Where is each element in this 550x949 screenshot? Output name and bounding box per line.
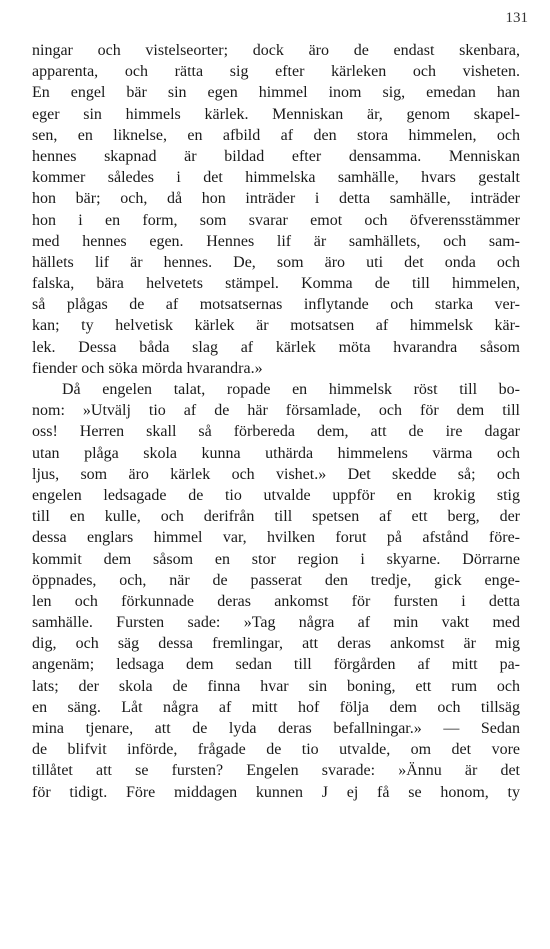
text-line: len och förkunnade deras ankomst för fursten i detta	[32, 592, 520, 610]
text-line: mina tjenare, att de lyda deras befallningar.» — Sedan	[32, 720, 520, 737]
text-line: kan; ty helvetisk kärlek är motsatsen af himmelsk kär-	[32, 317, 520, 335]
text-line: hon i en form, som svarar emot och öfverensstämmer	[32, 211, 520, 229]
text-line: de blifvit införde, frågade de tio utvalde, om det vore	[32, 741, 520, 759]
page-number: 131	[505, 10, 528, 26]
text-line: tillåtet att se fursten? Engelen svarade: »Ännu är det	[32, 762, 520, 780]
text-line: fiender och söka mörda hvarandra.»	[32, 359, 263, 377]
text-line: hällets lif är hennes. De, som äro uti det onda och	[32, 253, 520, 271]
text-line: apparenta, och rätta sig efter kärleken och visheten.	[32, 63, 520, 81]
text-line: engelen ledsagade de tio utvalde uppför en krokig stig	[32, 486, 520, 504]
text-line: dig, och säg dessa fremlingar, att deras ankomst är mig	[32, 635, 520, 653]
text-line: kommer således i det himmelska samhälle, hvars gestalt	[32, 169, 520, 187]
text-line: ningar och vistelseorter; dock äro de endast skenbara,	[32, 42, 520, 59]
text-line: en säng. Låt några af mitt hof följa dem och tillsäg	[32, 698, 520, 716]
text-line: angenäm; ledsaga dem sedan till förgården af mitt pa-	[32, 656, 520, 674]
text-line: till en kulle, och derifrån till spetsen af ett berg, der	[32, 508, 520, 526]
text-line: sen, en liknelse, en afbild af den stora himmelen, och	[32, 126, 520, 144]
text-line: så plågas de af motsatsernas inflytande och starka ver-	[32, 296, 520, 314]
text-line: lek. Dessa båda slag af kärlek möta hvarandra såsom	[32, 338, 520, 356]
text-line: oss! Herren skall så förbereda dem, att de ire dagar	[32, 423, 520, 441]
text-line: nom: »Utvälj tio af de här församlade, och för dem till	[32, 402, 520, 420]
text-line: dessa englars himmel var, hvilken forut på afstånd före-	[32, 529, 520, 547]
text-line: hennes skapnad är bildad efter densamma. Menniskan	[32, 147, 520, 165]
text-line: hon bär; och, då hon inträder i detta samhälle, inträder	[32, 190, 520, 208]
body-text	[32, 40, 520, 803]
text-line: En engel bär sin egen himmel inom sig, emedan han	[32, 84, 520, 102]
text-line: kommit dem såsom en stor region i skyarne. Dörrarne	[32, 550, 520, 568]
text-line: samhälle. Fursten sade: »Tag några af min vakt med	[32, 614, 520, 632]
text-line: ljus, som äro kärlek och vishet.» Det skedde så; och	[32, 465, 520, 483]
text-line: öppnades, och, när de passerat den tredje, gick enge-	[32, 571, 520, 589]
text-line: för tidigt. Före middagen kunnen J ej få se honom, ty	[32, 783, 520, 801]
text-line: Då engelen talat, ropade en himmelsk röst till bo-	[62, 381, 520, 398]
text-line: lats; der skola de finna hvar sin boning, ett rum och	[32, 677, 520, 695]
text-line: falska, bära helvetets stämpel. Komma de till himmelen,	[32, 275, 520, 293]
text-line: eger sin himmels kärlek. Menniskan är, genom skapel-	[32, 105, 520, 123]
text-line: utan plåga skola kunna uthärda himmelens värma och	[32, 444, 520, 462]
text-line: med hennes egen. Hennes lif är samhällets, och sam-	[32, 232, 520, 250]
